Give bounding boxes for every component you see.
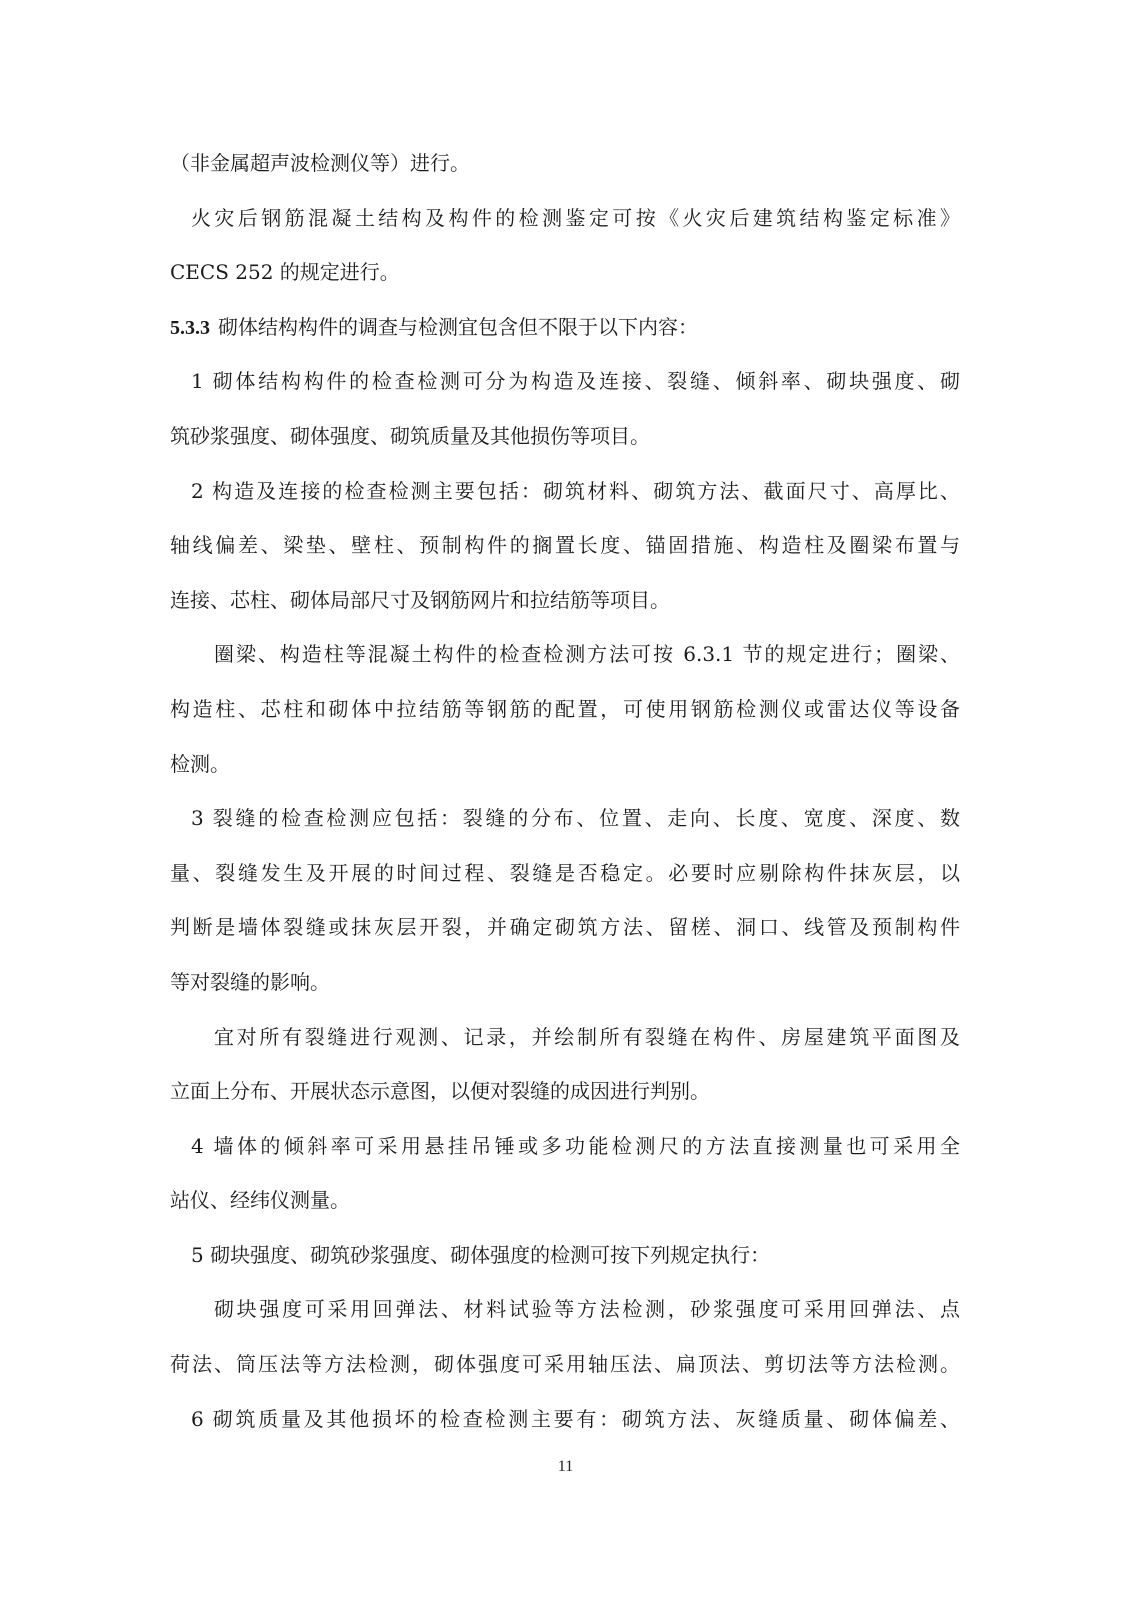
text-line: 圈梁、构造柱等混凝土构件的检查检测方法可按 6.3.1 节的规定进行；圈梁、 [214, 642, 960, 667]
text-line: 2 构造及连接的检查检测主要包括：砌筑材料、砌筑方法、截面尺寸、高厚比、 [191, 478, 960, 503]
text-line: 站仪、经纬仪测量。 [170, 1188, 350, 1213]
text-line: 筑砂浆强度、砌体强度、砌筑质量及其他损伤等项目。 [170, 423, 650, 448]
text-line: （非金属超声波检测仪等）进行。 [170, 151, 470, 175]
section-heading-text: 砌体结构构件的调查与检测宜包含但不限于以下内容： [218, 314, 698, 339]
text-line: 4 墙体的倾斜率可采用悬挂吊锤或多功能检测尺的方法直接测量也可采用全 [191, 1133, 960, 1158]
text-line: 轴线偏差、梁垫、壁柱、预制构件的搁置长度、锚固措施、构造柱及圈梁布置与 [170, 533, 960, 558]
page-number: 11 [557, 1458, 574, 1475]
text-line: 火灾后钢筋混凝土结构及构件的检测鉴定可按《火灾后建筑结构鉴定标准》 [191, 205, 960, 230]
text-line: 构造柱、芯柱和砌体中拉结筋等钢筋的配置，可使用钢筋检测仪或雷达仪等设备 [170, 696, 960, 721]
text-line: 连接、芯柱、砌体局部尺寸及钢筋网片和拉结筋等项目。 [170, 587, 670, 612]
text-line: 量、裂缝发生及开展的时间过程、裂缝是否稳定。必要时应剔除构件抹灰层，以 [170, 860, 960, 885]
text-line: 判断是墙体裂缝或抹灰层开裂，并确定砌筑方法、留槎、洞口、线管及预制构件 [170, 915, 960, 940]
text-line: CECS 252 的规定进行。 [170, 260, 400, 285]
text-line: 6 砌筑质量及其他损坏的检查检测主要有：砌筑方法、灰缝质量、砌体偏差、 [191, 1406, 960, 1431]
text-line: 3 裂缝的检查检测应包括：裂缝的分布、位置、走向、长度、宽度、深度、数 [191, 806, 960, 831]
section-number: 5.3.3 [170, 316, 210, 339]
text-line: 立面上分布、开展状态示意图，以便对裂缝的成因进行判别。 [170, 1079, 710, 1104]
text-line: 砌块强度可采用回弹法、材料试验等方法检测，砂浆强度可采用回弹法、点 [214, 1297, 960, 1322]
text-line: 等对裂缝的影响。 [170, 969, 330, 994]
section-heading [170, 307, 960, 362]
body-text [170, 143, 960, 1453]
text-line: 5 砌块强度、砌筑砂浆强度、砌体强度的检测可按下列规定执行： [191, 1242, 771, 1267]
text-line: 荷法、筒压法等方法检测，砌体强度可采用轴压法、扁顶法、剪切法等方法检测。 [170, 1352, 960, 1377]
text-line: 检测。 [170, 751, 230, 776]
text-line: 1 砌体结构构件的检查检测可分为构造及连接、裂缝、倾斜率、砌块强度、砌 [191, 369, 960, 394]
text-line: 宜对所有裂缝进行观测、记录，并绘制所有裂缝在构件、房屋建筑平面图及 [214, 1024, 960, 1049]
